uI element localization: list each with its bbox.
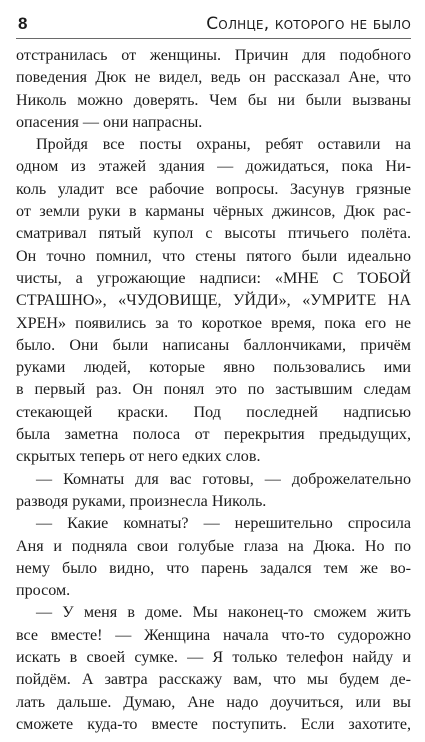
- page-number: 8: [18, 14, 28, 33]
- text-line: сматривал пятый купол с высоты птичьего полёта.: [16, 225, 411, 243]
- text-line: сможете куда-то вместе поступить. Если захотите,: [16, 715, 411, 733]
- text-line: лать дальше. Думаю, Ане надо доучиться, или вы: [16, 693, 411, 711]
- text-line: одном из этажей здания — дожидаться, пока Ни-: [16, 158, 411, 176]
- text-line: в первый раз. Он понял это по застывшим следам: [16, 381, 411, 399]
- text-line: пойдём. А завтра расскажу вам, что мы будем де-: [16, 671, 411, 689]
- paragraph: [16, 469, 411, 514]
- paragraph: [16, 134, 411, 468]
- text-line: — У меня в доме. Мы наконец-то сможем жить: [36, 604, 411, 622]
- text-line: чисты, а угрожающие надписи: «МНЕ С ТОБОЙ: [16, 269, 411, 287]
- running-title: Солнце, которого не было: [206, 14, 411, 34]
- text-line: ХРЕН» появились за то короткое время, пока его не: [16, 314, 411, 332]
- text-line: Аня и подняла свои голубые глаза на Дюка. Но по: [16, 537, 411, 555]
- text-line: руками людей, которые явно пользовались ими: [16, 359, 411, 377]
- text-line: поведения Дюк не видел, ведь он рассказал Ане, что: [16, 69, 411, 87]
- text-line: было. Они были написаны баллончиками, причём: [16, 336, 411, 354]
- text-line: коль уладит все рабочие вопросы. Засунув грязные: [16, 180, 411, 198]
- text-line: Пройдя все посты охраны, ребят оставили на: [36, 136, 411, 154]
- text-line: отстранилась от женщины. Причин для подобного: [16, 47, 411, 64]
- page-header: [16, 8, 411, 39]
- body-text: [16, 45, 411, 736]
- text-line: искать в своей сумке. — Я только телефон найду и: [16, 649, 411, 667]
- text-line: скрытых теперь от него едких слов.: [16, 448, 261, 466]
- paragraph: [16, 513, 411, 602]
- text-line: стекающей краски. Под последней надписью: [16, 403, 411, 421]
- text-line: опасения — они напрасны.: [16, 113, 203, 131]
- text-line: от земли руки в карманы чёрных джинсов, Дюк рас-: [16, 203, 411, 221]
- text-line: — Какие комнаты? — нерешительно спросила: [36, 515, 411, 533]
- text-line: Он точно помнил, что стены пятого были идеально: [16, 247, 411, 265]
- text-line: Николь можно доверять. Чем бы ни были вызваны: [16, 91, 411, 109]
- paragraph: [16, 45, 411, 134]
- text-line: разводя руками, произнесла Николь.: [16, 492, 267, 510]
- text-line: просом.: [16, 582, 71, 600]
- text-line: — Комнаты для вас готовы, — доброжелательно: [36, 470, 411, 488]
- paragraph: [16, 602, 411, 736]
- text-line: нему было видно, что парень задался тем же во-: [16, 559, 411, 577]
- text-line: СТРАШНО», «ЧУДОВИЩЕ, УЙДИ», «УМРИТЕ НА: [16, 292, 411, 310]
- text-line: была заметна полоса от перекрытия предыдущих,: [16, 426, 411, 444]
- text-line: все вместе! — Женщина начала что-то судорожно: [16, 626, 411, 644]
